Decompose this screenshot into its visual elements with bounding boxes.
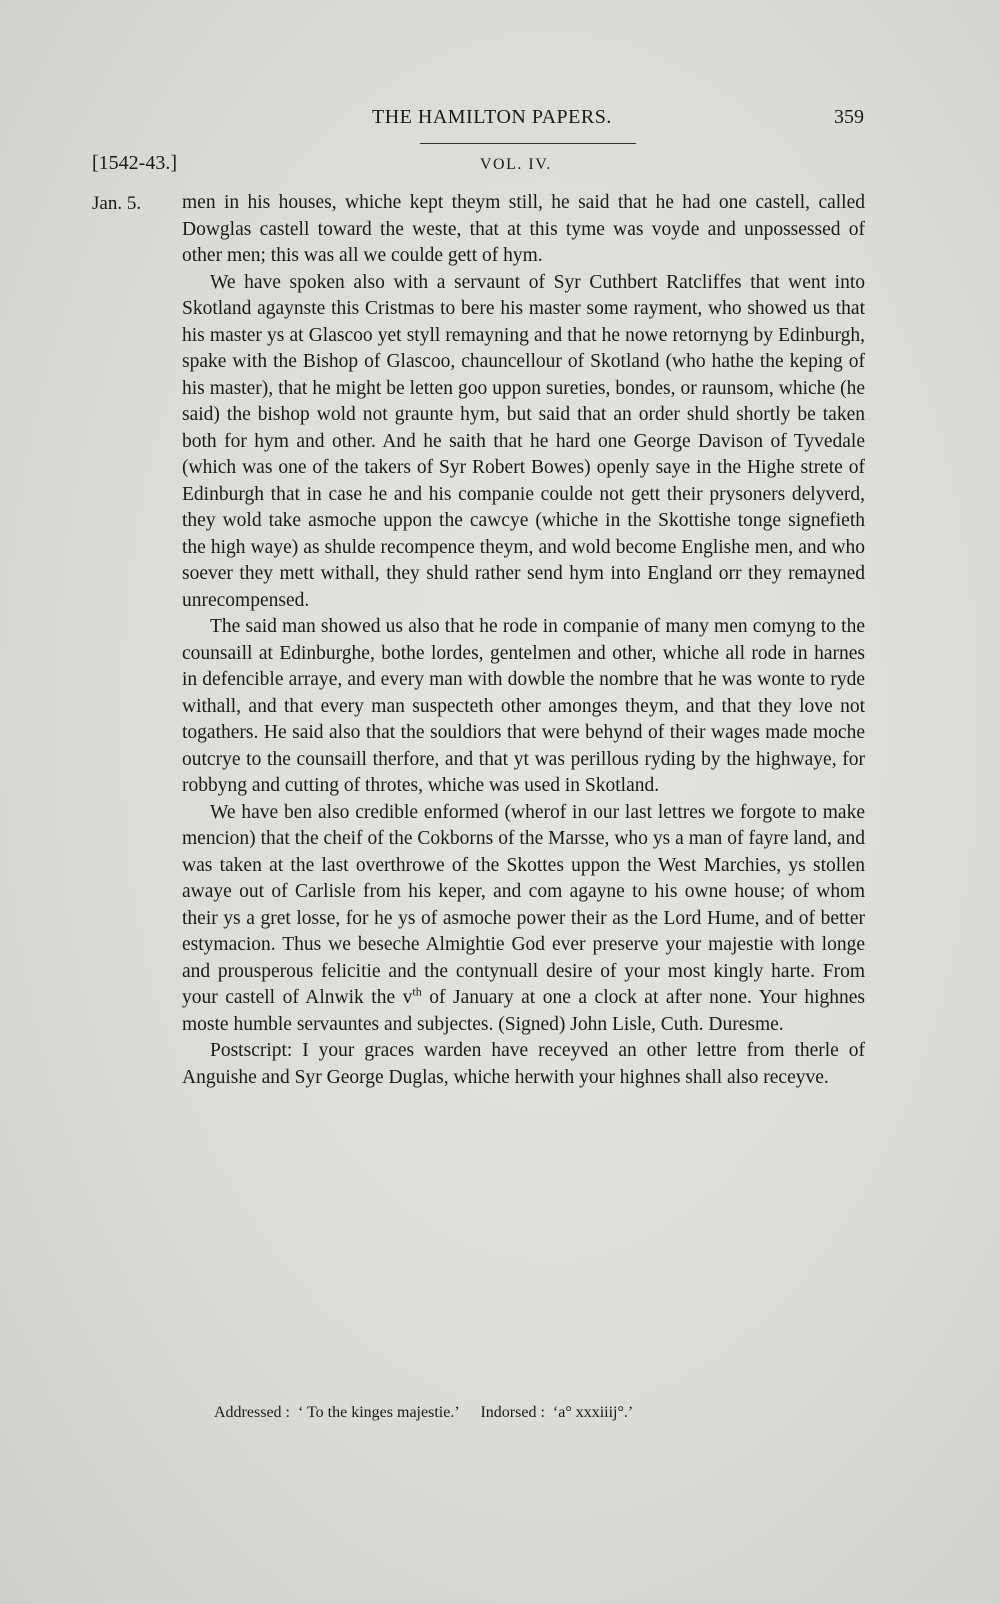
paragraph-4-part-2: of January at one a clock at after none. Your highnes moste humble servauntes and subjectes. (Signed) John Lisle, Cuth. Duresme. <box>182 987 865 1035</box>
superscript-th: th <box>412 984 422 999</box>
paragraph-4-part-1: We have ben also credible enformed (wherof in our last lettres we forgote to make mencion) that the cheif of the Cokborns of the Marsse, who ys a man of fayre land, and was taken at the last overthrowe of the Skottes uppon the West Marchies, ys stollen awaye out of Carlisle from his keper, and com agayne to his owne house; of whom their ys a gret losse, for he ys of asmoche power their as the Lord Hume, and of better estymacion. Thus we beseche Almightie God ever preserve your majestie with longe and prousperous felicitie and the contynuall desire of your most kingly harte. From your castell of Alnwik the v <box>182 801 865 1008</box>
addressed-text: ‘ To the kinges majestie.’ <box>297 1404 459 1421</box>
paragraph-4 <box>182 800 865 1039</box>
addressed-label: Addressed : <box>214 1404 290 1421</box>
indorsed-label: Indorsed : <box>480 1404 545 1421</box>
volume-label: VOL. IV. <box>480 156 552 173</box>
page-number: 359 <box>834 106 864 128</box>
body-text <box>182 190 865 1091</box>
paragraph-2: We have spoken also with a servaunt of Syr Cuthbert Ratcliffes that went into Skotland agaynste this Cristmas to bere his master some rayment, who showed us that his master ys at Glascoo yet styll remayning and that he nowe retornyng by Edinburgh, spake with the Bishop of Glascoo, chauncellour of Skotland (who hathe the keping of his master), that he might be letten goo uppon sureties, bondes, or raunsom, whiche (he said) the bishop wold not graunte hym, but said that an order shuld shortly be taken both for hym and other. And he saith that he hard one George Davison of Tyvedale (which was one of the takers of Syr Robert Bowes) openly saye in the Highe strete of Edinburgh that in case he and his companie coulde not gett their prysoners delyverd, they wold take asmoche uppon the cawcye (whiche in the Skottishe tonge signefieth the high waye) as shulde recompence theym, and wold become Englishe men, and who soever they mett withall, they shuld rather send hym into England orr they remayned unrecompensed. <box>182 271 865 611</box>
year-bracket: [1542-43.] <box>92 152 177 174</box>
running-title: THE HAMILTON PAPERS. <box>372 106 612 128</box>
title-rule <box>420 143 636 144</box>
margin-date: Jan. 5. <box>92 193 142 214</box>
paragraph-3: The said man showed us also that he rode in companie of many men comyng to the counsaill at Edinburghe, bothe lordes, gentelmen and other, whiche all rode in harnes in defencible arraye, and every man with dowble the nombre that he was wonte to ryde withall, and that every man suspecteth other amonges theym, and that they love not togathers. He said also that the souldiors that were behynd of their wages made moche outcrye to the counsaill therfore, and that yt was perillous ryding by the highwaye, for robbyng and cutting of throtes, whiche was used in Skotland. <box>182 616 865 796</box>
indorsed-text: ‘a° xxxiiij°.’ <box>552 1404 634 1421</box>
postscript-paragraph: Postscript: I your graces warden have receyved an other lettre from therle of Anguishe and Syr George Duglas, whiche herwith your highnes shall also receyve. <box>182 1040 865 1088</box>
paragraph-1: men in his houses, whiche kept theym still, he said that he had one castell, called Dowglas castell toward the weste, that at this tyme was voyde and unpossessed of other men; this was all we coulde gett of hym. <box>182 192 865 266</box>
endorsement-note <box>214 1404 633 1422</box>
